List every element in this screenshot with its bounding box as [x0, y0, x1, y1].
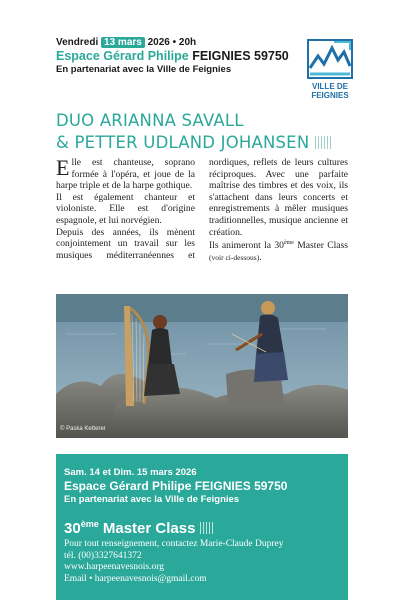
paragraph-1: Elle est chanteuse, soprano formée à l'opéra, et joue de la harpe triple et de la harpe gothique. [56, 155, 195, 192]
master-class-venue: Espace Gérard Philipe FEIGNIES 59750 [64, 479, 288, 493]
decorative-bars-icon [200, 522, 214, 534]
master-class-panel [56, 454, 348, 600]
performers-title [56, 110, 356, 154]
paragraph-2: Il est également chanteur et violoniste. Elle est d'origine espagnole, et lui norvégien. [56, 191, 195, 226]
paragraph-4: Ils animeront la 30ème Master Class (voir ci-dessous). [209, 240, 349, 263]
event-date [56, 36, 306, 49]
title-line-1: DUO ARIANNA SAVALL [56, 111, 244, 130]
ville-de-feignies-logo [304, 38, 356, 98]
email-link[interactable]: Email • harpeenavesnois@gmail.com [64, 573, 207, 584]
decorative-bars-icon [315, 136, 333, 149]
master-class-title: 30ème Master Class [64, 515, 348, 538]
website-link[interactable]: www.harpeenavesnois.org [64, 562, 164, 573]
event-day: Vendredi [56, 37, 99, 48]
event-header [56, 36, 306, 76]
photo-credit: © Paska Ketterer [60, 426, 106, 432]
venue-city: FEIGNIES 59750 [192, 49, 289, 63]
event-year-time: 2026 • 20h [147, 37, 197, 48]
drop-cap: E [56, 155, 70, 180]
paragraph-3: Depuis des années, ils mènent conjointement un travail sur les musiques méditerranéennes et nordiques, reflets de leurs cultures réciproques. Avec une parfaite maîtrise des timbres et des voix, ils s'attachent dans leurs concerts et enregistrements à mêler musiques traditionnelles, musique ancienne et création. [56, 157, 348, 261]
event-partnership: En partenariat avec la Ville de Feignies [56, 64, 232, 75]
logo-text: VILLE DE FEIGNIES [311, 82, 349, 100]
title-line-2: & PETTER UDLAND JOHANSEN [56, 132, 356, 154]
event-venue [56, 49, 306, 64]
contact-line: Pour tout renseignement, contactez Marie-Claude Duprey [64, 539, 284, 549]
master-class-date: Sam. 14 et Dim. 15 mars 2026 [64, 467, 197, 478]
feignies-emblem-icon [304, 38, 356, 80]
event-date-badge: 13 mars [101, 37, 145, 48]
duo-photo [56, 294, 348, 438]
phone-number: tél. (00)3327641372 [64, 550, 142, 561]
description-text [56, 157, 348, 285]
venue-name: Espace Gérard Philipe [56, 49, 189, 63]
contact-info [64, 539, 348, 585]
master-class-partnership: En partenariat avec la Ville de Feignies [64, 494, 240, 505]
